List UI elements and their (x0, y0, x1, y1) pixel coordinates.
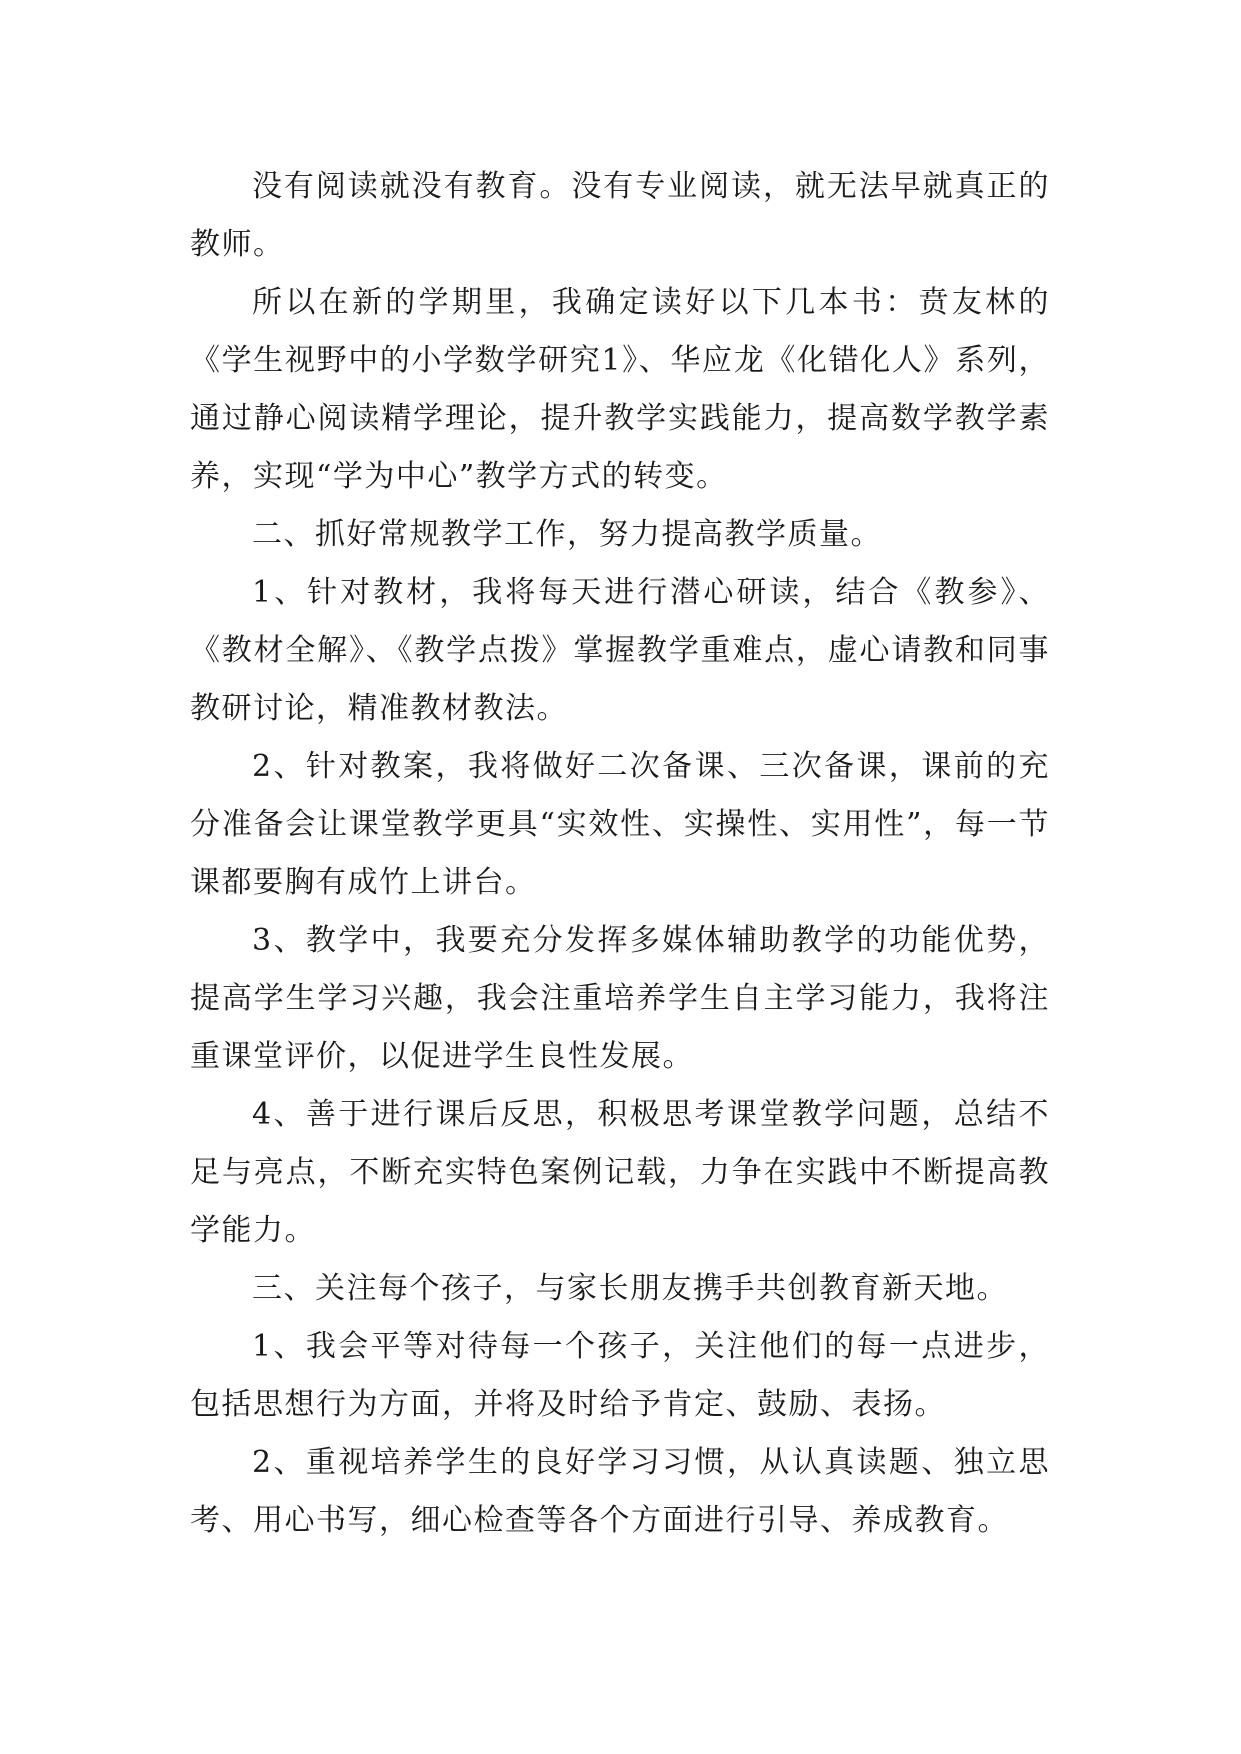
paragraph-study-habits: 2、重视培养学生的良好学习习惯，从认真读题、独立思考、用心书写，细心检查等各个方面进行引导、养成教育。 (190, 1445, 1050, 1538)
paragraph-reading-education: 没有阅读就没有教育。没有专业阅读，就无法早就真正的教师。 (190, 169, 1050, 262)
paragraph-reflection: 4、善于进行课后反思，积极思考课堂教学问题，总结不足与亮点，不断充实特色案例记载，力争在实践中不断提高教学能力。 (190, 1097, 1050, 1248)
section-heading-routine-teaching: 二、抓好常规教学工作，努力提高教学质量。 (252, 517, 882, 552)
paragraph-lesson-preparation: 2、针对教案，我将做好二次备课、三次备课，课前的充分准备会让课堂教学更具“实效性、实操性、实用性”，每一节课都要胸有成竹上讲台。 (190, 749, 1050, 900)
paragraph-multimedia-teaching: 3、教学中，我要充分发挥多媒体辅助教学的功能优势，提高学生学习兴趣，我会注重培养学生自主学习能力，我将注重课堂评价，以促进学生良性发展。 (190, 923, 1050, 1074)
paragraph-equal-treatment: 1、我会平等对待每一个孩子，关注他们的每一点进步，包括思想行为方面，并将及时给予肯定、鼓励、表扬。 (190, 1329, 1050, 1422)
paragraph-reading-plan: 所以在新的学期里，我确定读好以下几本书：贲友林的《学生视野中的小学数学研究1》、华应龙《化错化人》系列，通过静心阅读精学理论，提升教学实践能力，提高数学教学素养，实现“学为中心”教学方式的转变。 (190, 285, 1050, 494)
paragraph-textbook-study: 1、针对教材，我将每天进行潜心研读，结合《教参》、《教材全解》、《教学点拨》掌握教学重难点，虚心请教和同事教研讨论，精准教材教法。 (190, 575, 1050, 726)
document-body (190, 158, 1050, 1550)
section-heading-caring-children: 三、关注每个孩子，与家长朋友携手共创教育新天地。 (252, 1271, 1008, 1306)
